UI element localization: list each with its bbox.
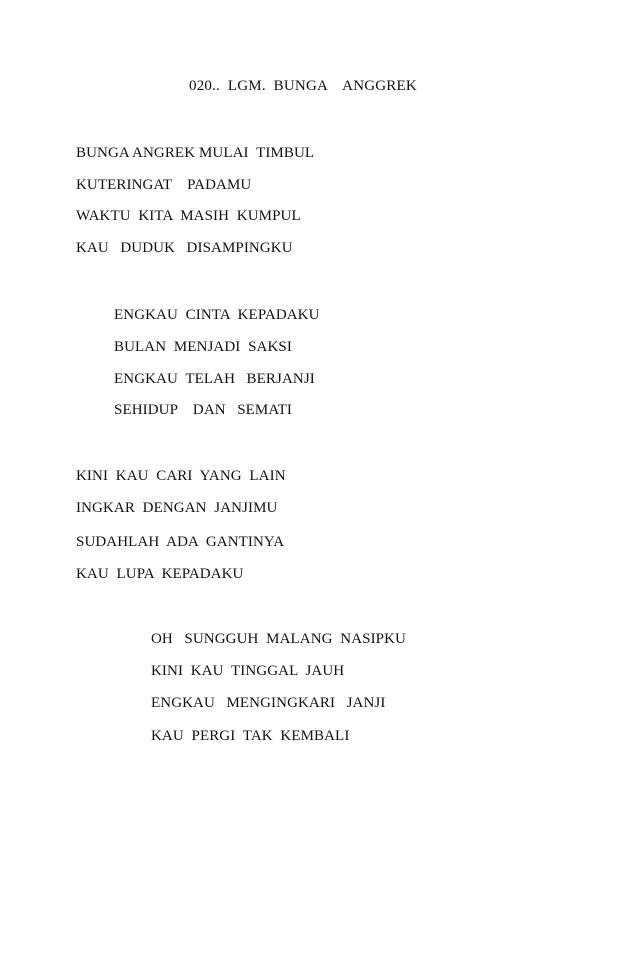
stanza-1-line-1: BUNGA ANGREK MULAI TIMBUL (76, 145, 315, 161)
stanza-2-line-4: SEHIDUP DAN SEMATI (114, 402, 293, 418)
stanza-3-line-1: KINI KAU CARI YANG LAIN (76, 468, 286, 484)
stanza-3-line-4: KAU LUPA KEPADAKU (76, 566, 244, 582)
stanza-4-line-3: ENGKAU MENGINGKARI JANJI (151, 695, 386, 711)
stanza-2-line-1: ENGKAU CINTA KEPADAKU (114, 307, 320, 323)
stanza-3-line-3: SUDAHLAH ADA GANTINYA (76, 534, 285, 550)
stanza-1-line-3: WAKTU KITA MASIH KUMPUL (76, 208, 301, 224)
song-title: 020.. LGM. BUNGA ANGGREK (189, 78, 417, 94)
stanza-2-line-2: BULAN MENJADI SAKSI (114, 339, 292, 355)
stanza-4-line-2: KINI KAU TINGGAL JAUH (151, 663, 345, 679)
stanza-4-line-1: OH SUNGGUH MALANG NASIPKU (151, 631, 406, 647)
stanza-1-line-2: KUTERINGAT PADAMU (76, 177, 252, 193)
stanza-4-line-4: KAU PERGI TAK KEMBALI (151, 728, 350, 744)
stanza-2-line-3: ENGKAU TELAH BERJANJI (114, 371, 315, 387)
stanza-1-line-4: KAU DUDUK DISAMPINGKU (76, 240, 293, 256)
stanza-3-line-2: INGKAR DENGAN JANJIMU (76, 500, 278, 516)
